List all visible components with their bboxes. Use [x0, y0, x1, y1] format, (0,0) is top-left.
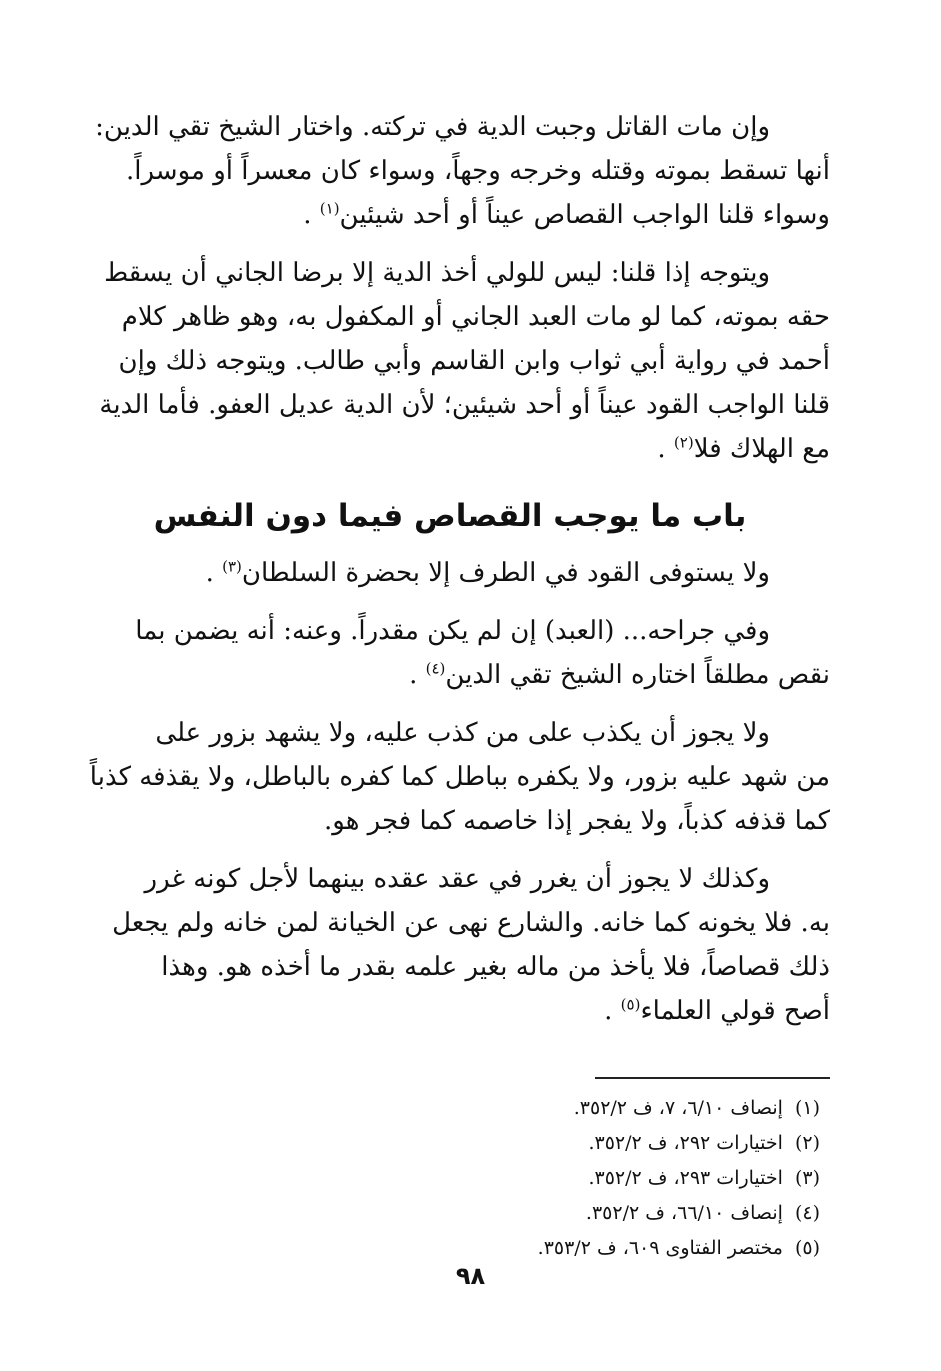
paragraph	[70, 551, 830, 595]
paragraph	[70, 857, 830, 1033]
footnote-text: إنصاف ٦٦/١٠، ف ٣٥٢/٢.	[585, 1202, 783, 1224]
sentence-end: .	[303, 200, 320, 230]
footnote-ref: (٢)	[673, 433, 694, 452]
paragraph-line: ولا يجوز أن يكذب على من كذب عليه، ولا يشهد بزور على	[155, 718, 770, 748]
paragraph	[70, 711, 830, 843]
paragraph-line: وفي جراحه... (العبد) إن لم يكن مقدراً. وعنه: أنه يضمن بما	[135, 616, 770, 646]
paragraph-line: أحمد في رواية أبي ثواب وابن القاسم وأبي طالب. ويتوجه ذلك وإن	[118, 346, 830, 376]
paragraph-line: من شهد عليه بزور، ولا يكفره بباطل كما كفره بالباطل، ولا يقذفه كذباً	[89, 762, 830, 792]
paragraph-line: مع الهلاك فلا$^{(٢)}$ .	[657, 433, 830, 464]
sentence-end: .	[657, 434, 674, 464]
paragraph-line: أصح قولي العلماء$^{(٥)}$ .	[604, 995, 830, 1026]
footnote-ref: (١)	[319, 199, 340, 218]
sentence-end: .	[409, 660, 426, 690]
paragraph-line: وكذلك لا يجوز أن يغرر في عقد عقده بينهما لأجل كونه غرر	[144, 864, 770, 894]
footnote	[70, 1161, 820, 1196]
footnote-ref: (٣)	[222, 557, 242, 576]
sentence-end: .	[205, 558, 223, 588]
footnote	[70, 1126, 820, 1161]
paragraph-line: حقه بموته، كما لو مات العبد الجاني أو المكفول به، وهو ظاهر كلام	[121, 302, 830, 332]
footnote	[70, 1091, 820, 1126]
paragraph	[70, 251, 830, 471]
footnote	[70, 1196, 820, 1231]
paragraph-line: أنها تسقط بموته وقتله وخرجه وجهاً، وسواء كان معسراً أو موسراً.	[125, 156, 830, 186]
footnote-text: اختيارات ٢٩٢، ف ٣٥٢/٢.	[588, 1132, 783, 1154]
footnote-ref: (٥)	[620, 995, 641, 1014]
footnote-number: (٥)	[794, 1237, 820, 1259]
page-number: ٩٨	[455, 1262, 486, 1290]
chapter-heading: باب ما يوجب القصاص فيما دون النفس	[153, 498, 747, 534]
footnote-number: (٤)	[794, 1202, 820, 1224]
footnote-ref: (٤)	[425, 659, 446, 678]
paragraph-line: ذلك قصاصاً، فلا يأخذ من ماله بغير علمه بقدر ما أخذه هو. وهذا	[161, 952, 830, 982]
sentence-end: .	[604, 996, 621, 1026]
footnote-text: اختيارات ٢٩٣، ف ٣٥٢/٢.	[588, 1167, 783, 1189]
paragraph-line: ولا يستوفى القود في الطرف إلا بحضرة السلطان$^{(٣)}$ .	[205, 557, 770, 588]
paragraph-line: نقص مطلقاً اختاره الشيخ تقي الدين$^{(٤)}$ .	[409, 659, 830, 690]
footnote	[70, 1231, 820, 1266]
footnotes	[70, 1091, 830, 1266]
paragraph-line: وسواء قلنا الواجب القصاص عيناً أو أحد شيئين$^{(١)}$ .	[303, 199, 830, 230]
paragraph-line: كما قذفه كذباً، ولا يفجر إذا خاصمه كما فجر هو.	[324, 806, 830, 836]
page-body	[70, 105, 830, 1266]
paragraph	[70, 105, 830, 237]
paragraph-line: ويتوجه إذا قلنا: ليس للولي أخذ الدية إلا برضا الجاني أن يسقط	[104, 258, 770, 288]
bottom-paragraphs	[70, 551, 830, 1033]
footnote-number: (٢)	[794, 1132, 820, 1154]
paragraph-line: به. فلا يخونه كما خانه. والشارع نهى عن الخيانة لمن خانه ولم يجعل	[112, 908, 830, 938]
paragraph-line: قلنا الواجب القود عيناً أو أحد شيئين؛ لأن الدية عديل العفو. فأما الدية	[99, 390, 830, 420]
top-paragraphs	[70, 105, 830, 471]
footnote-number: (٣)	[794, 1167, 820, 1189]
footnote-number: (١)	[794, 1097, 820, 1119]
footnote-text: إنصاف ٦/١٠، ٧، ف ٣٥٢/٢.	[573, 1097, 783, 1119]
paragraph-line: وإن مات القاتل وجبت الدية في تركته. واختار الشيخ تقي الدين:	[95, 112, 770, 142]
paragraph	[70, 609, 830, 697]
footnote-divider	[595, 1077, 830, 1079]
footnote-text: مختصر الفتاوى ٦٠٩، ف ٣٥٣/٢.	[537, 1237, 783, 1259]
